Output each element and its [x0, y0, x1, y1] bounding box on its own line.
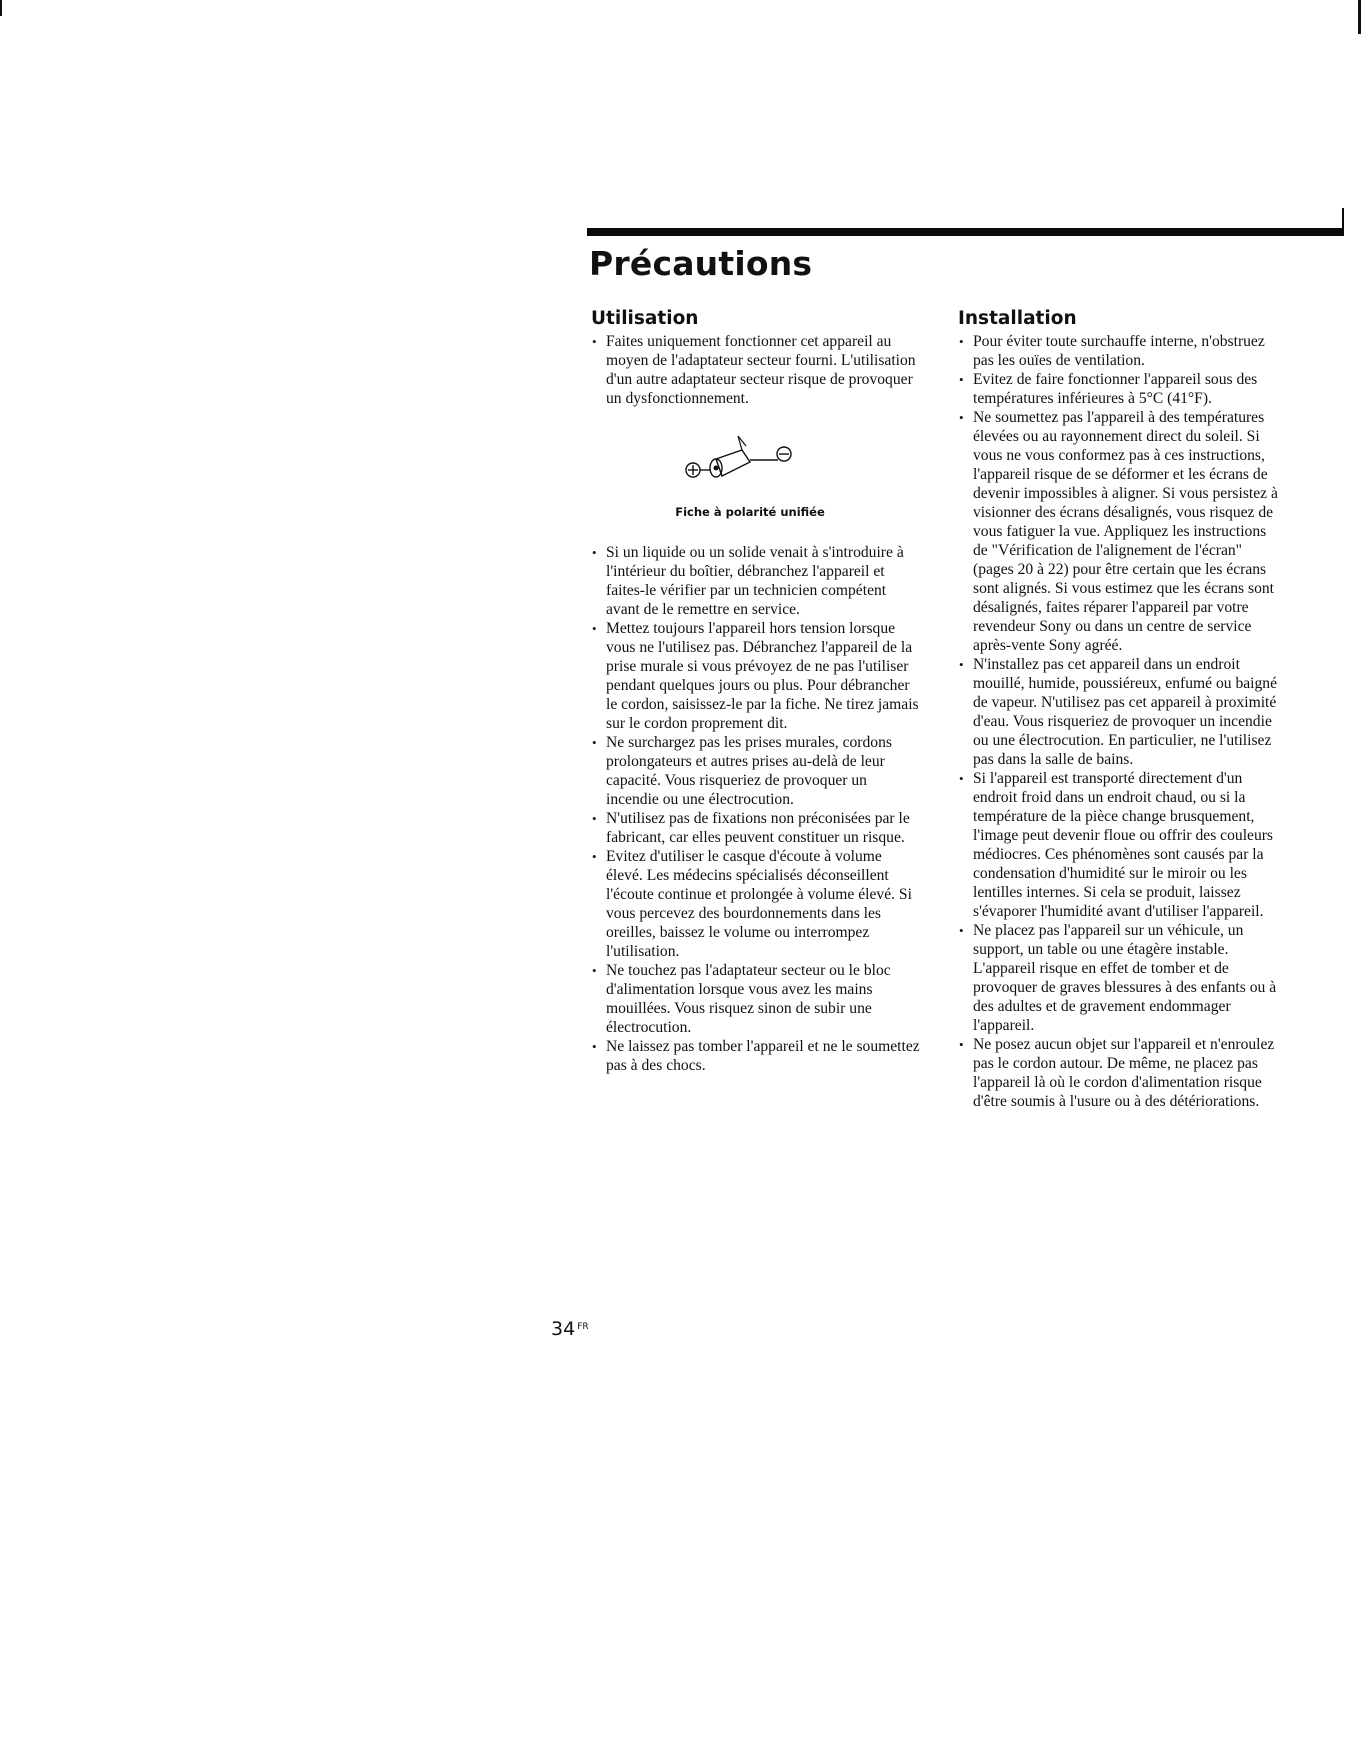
installation-list: [958, 332, 1280, 1111]
list-item: • Pour éviter toute surchauffe interne, n'obstruez pas les ouïes de ventilation.: [958, 332, 1280, 370]
scan-edge-mark-left: [0, 0, 2, 16]
list-item: • Evitez d'utiliser le casque d'écoute à volume élevé. Les médecins spécialisés déconseillent l'écoute continue et prolongée à volume élevé. Si vous percevez des bourdonnements dans les oreilles, baissez le volume ou interrompez l'utilisation.: [591, 847, 921, 961]
list-item: • Ne soumettez pas l'appareil à des températures élevées ou au rayonnement direct du soleil. Si vous ne vous conformez pas à ces instructions, l'appareil risque de se déformer et les écrans de devenir impossibles à aligner. Si vous persistez à visionner des écrans désalignés, vous risquez de vous fatiguer la vue. Appliquez les instructions de "Vérification de l'alignement de l'écran" (pages 20 à 22) pour être certain que les écrans sont alignés. Si vous estimez que les écrans sont désalignés, faites réparer l'appareil par votre revendeur Sony ou dans un centre de service après-vente Sony agréé.: [958, 408, 1280, 655]
list-item: • Mettez toujours l'appareil hors tension lorsque vous ne l'utilisez pas. Débranchez l'appareil de la prise murale si vous prévoyez de ne pas l'utiliser pendant quelques jours ou plus. Pour débrancher le cordon, saisissez-le par la fiche. Ne tirez jamais sur le cordon proprement dit.: [591, 619, 921, 733]
list-item: • Faites uniquement fonctionner cet appareil au moyen de l'adaptateur secteur fourni. L'utilisation d'un autre adaptateur secteur risque de provoquer un dysfonctionnement.: [591, 332, 921, 408]
title-rule: [587, 228, 1344, 236]
list-item: • Ne surchargez pas les prises murales, cordons prolongateurs et autres prises au-delà de leur capacité. Vous risqueriez de provoquer un incendie ou une électrocution.: [591, 733, 921, 809]
figure-caption: Fiche à polarité unifiée: [675, 505, 825, 519]
section-heading-utilisation: Utilisation: [591, 308, 699, 329]
polarity-plug-icon: [680, 428, 800, 488]
list-item: • Si l'appareil est transporté directement d'un endroit froid dans un endroit chaud, ou si la température de la pièce change brusquement, l'image peut devenir floue ou offrir des couleurs médiocres. Ces phénomènes sont causés par la condensation d'humidité sur le miroir ou les lentilles internes. Si cela se produit, laissez s'évaporer l'humidité avant d'utiliser l'appareil.: [958, 769, 1280, 921]
list-item: • Si un liquide ou un solide venait à s'introduire à l'intérieur du boîtier, débranchez l'appareil et faites-le vérifier par un technicien compétent avant de le remettre en service.: [591, 543, 921, 619]
utilisation-list-top: [591, 332, 921, 408]
page-number: [551, 1318, 589, 1340]
list-item: • Evitez de faire fonctionner l'appareil sous des températures inférieures à 5°C (41°F).: [958, 370, 1280, 408]
list-item: • N'utilisez pas de fixations non préconisées par le fabricant, car elles peuvent constituer un risque.: [591, 809, 921, 847]
utilisation-list-bottom: [591, 543, 921, 1075]
page-number-value: 34: [551, 1318, 576, 1340]
title-rule-end: [1342, 208, 1344, 236]
section-heading-installation: Installation: [958, 308, 1077, 329]
list-item: • Ne posez aucun objet sur l'appareil et n'enroulez pas le cordon autour. De même, ne placez pas l'appareil là où le cordon d'alimentation risque d'être soumis à l'usure ou à des détériorations.: [958, 1035, 1280, 1111]
page-number-suffix: FR: [577, 1322, 589, 1332]
list-item: • Ne placez pas l'appareil sur un véhicule, un support, un table ou une étagère instable. L'appareil risque en effet de tomber et de provoquer de graves blessures à des enfants ou à des adultes et de gravement endommager l'appareil.: [958, 921, 1280, 1035]
list-item: • N'installez pas cet appareil dans un endroit mouillé, humide, poussiéreux, enfumé ou baigné de vapeur. N'utilisez pas cet appareil à proximité d'eau. Vous risqueriez de provoquer un incendie ou une électrocution. En particulier, ne l'utilisez pas dans la salle de bains.: [958, 655, 1280, 769]
page-title: Précautions: [589, 244, 813, 283]
list-item: • Ne touchez pas l'adaptateur secteur ou le bloc d'alimentation lorsque vous avez les mains mouillées. Vous risquez sinon de subir une électrocution.: [591, 961, 921, 1037]
list-item: • Ne laissez pas tomber l'appareil et ne le soumettez pas à des chocs.: [591, 1037, 921, 1075]
